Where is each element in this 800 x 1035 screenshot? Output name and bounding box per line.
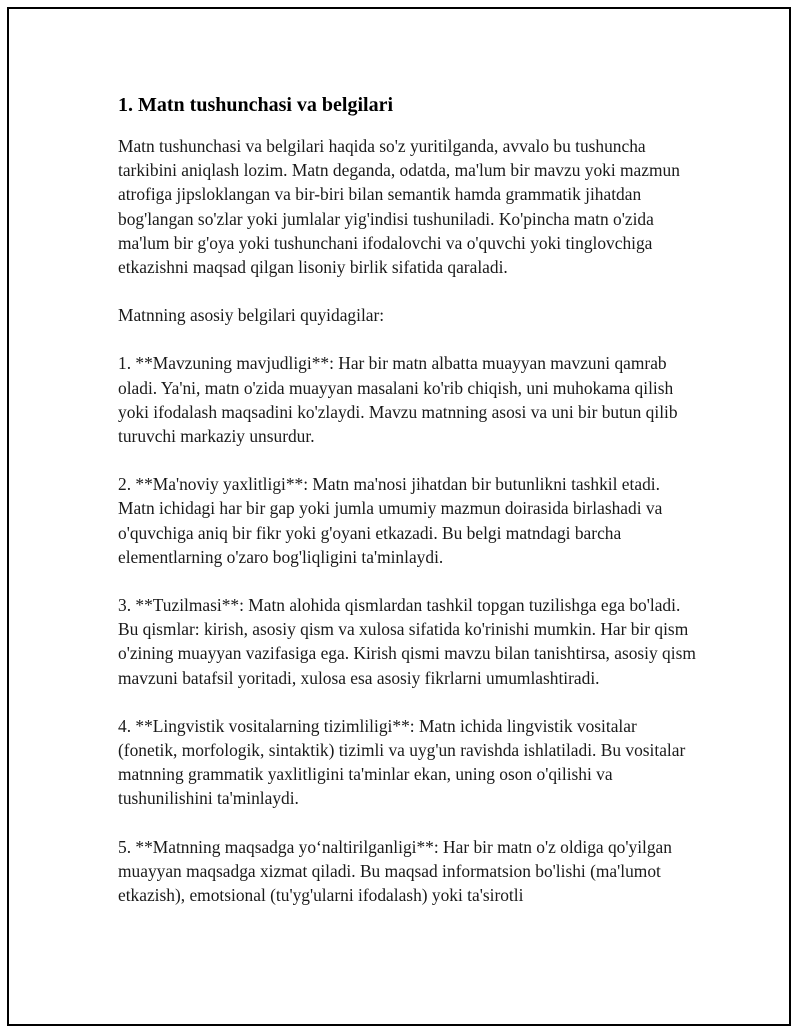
paragraph-intro: Matn tushunchasi va belgilari haqida so'z yuritilganda, avvalo bu tushuncha tarkibini aniqlash lozim. Matn deganda, odatda, ma'lum bir mavzu yoki mazmun atrofiga jipsloklangan va bir-biri bilan semantik hamda grammatik jihatdan bog'langan so'zlar yoki jumlalar yig'indisi tushuniladi. Ko'pincha matn o'zida ma'lum bir g'oya yoki tushunchani ifodalovchi va o'quvchi yoki tinglovchiga etkazishni maqsad qilgan lisoniy birlik sifatida qaraladi.: [118, 136, 680, 278]
document-body: [118, 90, 698, 931]
list-item-linguistic-means: 4. **Lingvistik vositalarning tizimliligi**: Matn ichida lingvistik vositalar (fonetik, morfologik, sintaktik) tizimli va uyg'un ravishda ishlatiladi. Bu vositalar matnning grammatik yaxlitligini ta'minlar ekan, uning oson o'qilishi va tushunilishini ta'minlaydi.: [118, 715, 686, 809]
list-item-semantic-unity: 2. **Ma'noviy yaxlitligi**: Matn ma'nosi jihatdan bir butunlikni tashkil etadi. Matn ichidagi har bir gap yoki jumla umumiy mazmun doirasida birlashadi va o'quvchiga aniq bir fikr yoki g'oyani etkazadi. Bu belgi matndagi barcha elementlarning o'zaro bog'liqligini ta'minlaydi.: [118, 474, 663, 567]
section-heading: 1. Matn tushunchasi va belgilari: [118, 94, 394, 116]
paragraph-features-lead: Matnning asosiy belgilari quyidagilar:: [118, 305, 385, 326]
list-item-topic: 1. **Mavzuning mavjudligi**: Har bir matn albatta muayyan mavzuni qamrab oladi. Ya'ni, matn o'zida muayyan masalani ko'rib chiqish, uni muhokama qilish yoki ifodalash maqsadini ko'zlaydi. Mavzu matnning asosi va uni bir butun qilib turuvchi markaziy unsurdur.: [118, 353, 678, 447]
list-item-purpose: 5. **Matnning maqsadga yo‘naltirilganligi**: Har bir matn o'z oldiga qo'yilgan muayyan maqsadga xizmat qiladi. Bu maqsad informatsion bo'lishi (ma'lumot etkazish), emotsional (tu'yg'ularni ifodalash) yoki ta'sirotli: [118, 836, 672, 906]
list-item-structure: 3. **Tuzilmasi**: Matn alohida qismlardan tashkil topgan tuzilishga ega bo'ladi. Bu qismlar: kirish, asosiy qism va xulosa sifatida ko'rinishi mumkin. Har bir qism o'zining muayyan vazifasiga ega. Kirish qismi mavzu bilan tanishtirsa, asosiy qism mavzuni batafsil yoritadi, xulosa esa asosiy fikrlarni umumlashtiradi.: [118, 595, 696, 688]
